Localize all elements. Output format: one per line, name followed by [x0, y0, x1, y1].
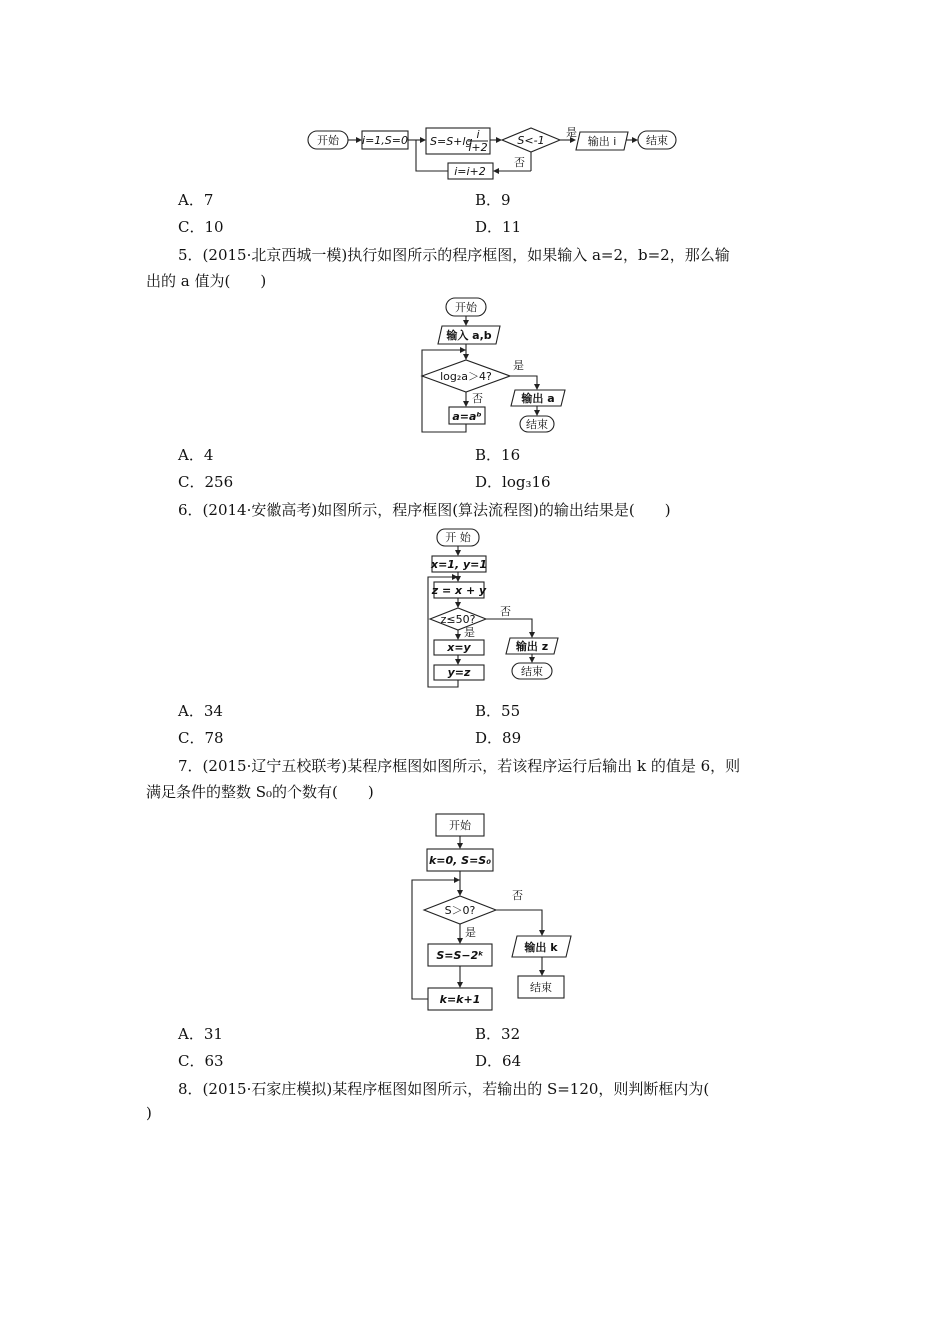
q6-start-label: 开 始	[445, 531, 471, 544]
q6-yes-label: 是	[464, 626, 475, 639]
q5-condition-label: log₂a＞4?	[440, 370, 492, 383]
q5-option-d[interactable]: D．log₃16	[475, 473, 551, 491]
q6-end-label: 结束	[521, 665, 543, 678]
q5-start-label: 开始	[455, 301, 477, 314]
q6-option-d[interactable]: D．89	[475, 729, 522, 747]
q4-condition-label: S<-1	[517, 134, 545, 147]
q7-condition-label: S＞0?	[444, 904, 476, 917]
q6-calc-label: z = x + y	[431, 584, 487, 597]
q5-input-label: 输入 a,b	[446, 329, 492, 342]
q7-end-label: 结束	[530, 981, 552, 994]
q5-yes-label: 是	[513, 359, 524, 372]
q4-update-label: S=S+lg	[430, 135, 473, 148]
q7-start-label: 开始	[449, 819, 471, 832]
q5-question-line2: 出的 a 值为( )	[146, 272, 267, 290]
q7-yes-label: 是	[465, 926, 476, 939]
q4-frac-num: i	[476, 128, 480, 141]
q6-step1-label: x=y	[447, 641, 471, 654]
q6-init-label: x=1, y=1	[430, 558, 488, 571]
q7-option-c[interactable]: C．63	[178, 1052, 224, 1070]
q4-yes-label: 是	[566, 126, 577, 139]
q5-option-b[interactable]: B．16	[475, 446, 521, 464]
q8-question-line1: 8．(2015·石家庄模拟)某程序框图如图所示，若输出的 S=120，则判断框内为(	[178, 1080, 710, 1098]
q5-output-label: 输出 a	[521, 392, 555, 405]
q4-no-label: 否	[514, 156, 525, 169]
q6-step2-label: y=z	[447, 666, 471, 679]
q4-output-label: 输出 i	[587, 135, 617, 148]
q4-init-label: i=1,S=0	[362, 134, 408, 147]
q5-option-c[interactable]: C．256	[178, 473, 234, 491]
q4-option-b[interactable]: B．9	[475, 191, 511, 209]
q5-option-a[interactable]: A．4	[178, 446, 214, 464]
q5-question-line1: 5．(2015·北京西城一模)执行如图所示的程序框图，如果输入 a=2，b=2，那么输	[178, 246, 730, 264]
q5-assign-label: a=aᵇ	[452, 410, 482, 423]
q8-question-line2: )	[146, 1104, 152, 1122]
q7-option-b[interactable]: B．32	[475, 1025, 521, 1043]
q6-option-b[interactable]: B．55	[475, 702, 521, 720]
q6-output-label: 输出 z	[515, 640, 549, 653]
q4-increment-label: i=i+2	[454, 165, 486, 178]
q5-end-label: 结束	[526, 418, 548, 431]
q4-end-label: 结束	[646, 134, 668, 147]
q7-no-label: 否	[512, 889, 523, 902]
q7-option-a[interactable]: A．31	[178, 1025, 223, 1043]
q4-option-c[interactable]: C．10	[178, 218, 224, 236]
q7-question-line1: 7．(2015·辽宁五校联考)某程序框图如图所示，若该程序运行后输出 k 的值是 6，则	[178, 757, 741, 775]
q7-question-line2: 满足条件的整数 S₀的个数有( )	[146, 783, 374, 801]
q7-output-label: 输出 k	[524, 941, 558, 954]
q4-option-a[interactable]: A．7	[178, 191, 214, 209]
q6-question-line1: 6．(2014·安徽高考)如图所示，程序框图(算法流程图)的输出结果是( )	[178, 501, 671, 519]
q6-condition-label: z≤50?	[440, 613, 476, 626]
q6-option-a[interactable]: A．34	[178, 702, 223, 720]
q7-init-label: k=0, S=S₀	[428, 854, 492, 867]
q4-frac-den: i+2	[468, 141, 488, 154]
q4-option-d[interactable]: D．11	[475, 218, 522, 236]
q6-option-c[interactable]: C．78	[178, 729, 224, 747]
q7-option-d[interactable]: D．64	[475, 1052, 522, 1070]
q6-no-label: 否	[500, 605, 511, 618]
q7-step2-label: k=k+1	[439, 993, 481, 1006]
q5-no-label: 否	[472, 392, 483, 405]
q7-step1-label: S=S−2ᵏ	[436, 949, 484, 962]
q4-start-label: 开始	[317, 134, 339, 147]
